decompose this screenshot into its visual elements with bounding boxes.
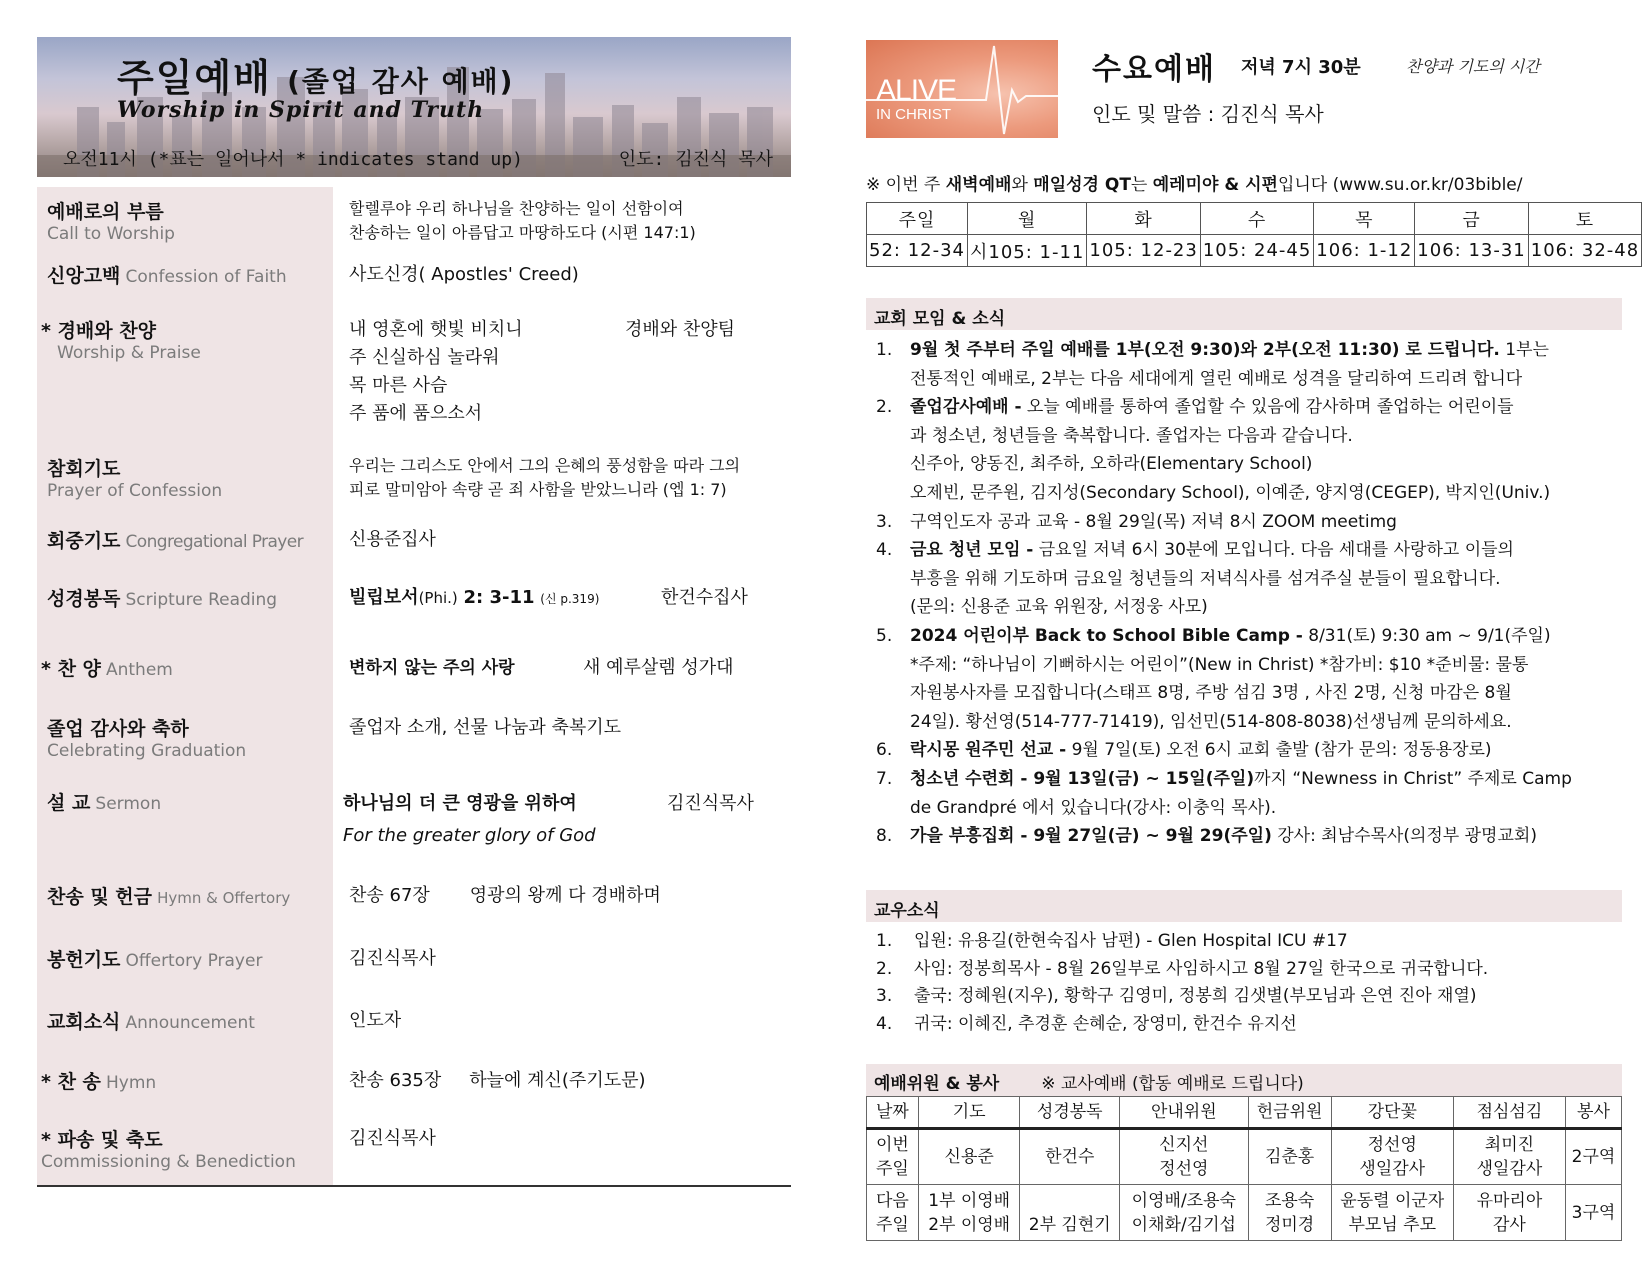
duty-cell-line: 신용준 [944,1147,994,1167]
qt-note-bold: 매일성경 QT [1033,175,1131,195]
news-text: 금요일 저녁 6시 30분에 모입니다. 다음 세대를 사랑하고 이들의 [1033,540,1514,561]
news-text: 강사: 최남수목사(의정부 광명교회) [1271,826,1537,847]
alive-in-christ-logo [866,40,1058,138]
order-row-prayer-of-confession [37,444,791,516]
qt-note-text: ※ 이번 주 [866,175,946,195]
order-label-en: Worship & Praise [57,343,201,363]
hymn-title: 하늘에 계신(주기도문) [469,1070,646,1091]
duty-column-header: 헌금위원 [1248,1097,1331,1129]
news-text: 오제빈, 문주원, 김지성(Secondary School), 이예준, 양지영(CEGEP), 박지인(Univ.) [910,482,1551,503]
qt-day: 토 [1528,203,1641,235]
order-text: 할렐루야 우리 하나님을 찬양하는 일이 선함이여 [349,199,684,218]
duty-cell [1331,1185,1453,1241]
duty-cell-line: 2부 김현기 [1028,1214,1111,1235]
order-label-en: Hymn & Offertory [157,889,291,907]
duty-cell-line: 3구역 [1571,1202,1616,1223]
qt-reading: 106: 1-12 [1314,235,1415,267]
member-news-section [866,890,1622,1038]
order-label-en: Announcement [125,1013,255,1033]
news-item [866,536,1622,622]
duty-roster-heading [866,1064,1622,1096]
duty-column-header: 강단꽃 [1331,1097,1453,1129]
qt-note-text: 와 [1011,175,1034,195]
scripture-book-en: (Phi.) [418,589,458,607]
order-text: 김진식목사 [349,1128,436,1149]
wednesday-tagline: 찬양과 기도의 시간 [1406,57,1540,76]
sermon-preacher: 김진식목사 [667,793,754,814]
news-headline: 락시몽 원주민 선교 - [910,740,1067,761]
duty-cell-line: 2부 이영배 [928,1214,1011,1235]
news-text: 9월 7일(토) 오전 6시 교회 출발 (참가 문의: 정동용장로) [1066,740,1492,761]
news-headline: 청소년 수련회 - 9월 13일(금) ~ 15일(주일) [910,768,1255,789]
duty-note: ※ 교사예배 (합동 예배로 드립니다) [1041,1074,1304,1094]
news-number: 7. [876,768,893,789]
news-text: *주제: “하나님이 기뻐하시는 어린이”(New in Christ) *참가비: $10 *준비물: 물통 [910,654,1529,675]
duty-column-header: 날짜 [867,1097,919,1129]
duty-cell-line [1022,1189,1117,1213]
order-row-worship-praise [37,308,791,444]
duty-row-next-week [867,1185,1622,1241]
stand-up-marker: * [41,1071,58,1093]
duty-cell-line: 정선영 [1367,1135,1417,1155]
news-text: 자원봉사자를 모집합니다(스태프 8명, 주방 섬김 3명 , 사진 2명, 신청 마감은 8월 [910,683,1512,704]
duty-cell-line: 다음 [875,1190,909,1211]
order-text: 피로 말미암아 속량 곧 죄 사함을 받았느니라 (엡 1: 7) [349,480,727,499]
qt-reading: 시105: 1-11 [968,235,1087,267]
order-row-anthem [37,646,791,708]
news-number: 8. [876,826,893,847]
anthem-choir: 새 예루살렘 성가대 [583,657,734,678]
duty-cell-line: 생일감사 [1476,1159,1543,1179]
stand-up-marker: * [41,1129,58,1151]
duty-cell [1565,1129,1621,1185]
duty-cell [1020,1129,1120,1185]
news-number: 4. [876,540,893,561]
order-row-confession-of-faith [37,253,791,308]
order-label-en: Anthem [105,660,173,680]
news-text: 24일). 황선영(514-777-71419), 임선민(514-808-8038)선생님께 문의하세요. [910,711,1512,732]
hymn-number: 찬송 67장 [349,885,430,906]
order-label-en: Congregational Prayer [125,532,304,552]
order-of-worship [37,187,791,1187]
news-headline: 졸업감사예배 - [910,397,1022,418]
wednesday-time: 저녁 7시 30분 [1241,57,1361,78]
qt-note-bold: 새벽예배 [945,175,1012,195]
news-text: (문의: 신용준 교육 위원장, 서정웅 사모) [910,597,1208,618]
hymn-number: 찬송 635장 [349,1070,442,1091]
order-label-ko: 찬송 및 헌금 [47,886,152,908]
qt-note-text: 입니다 (www.su.or.kr/03bible/ [1277,175,1523,195]
member-news-text: 귀국: 이혜진, 추경훈 손혜순, 장영미, 한건수 유지선 [914,1013,1297,1034]
member-news-number: 1. [876,931,893,951]
hymn-title: 영광의 왕께 다 경배하며 [469,885,661,906]
duty-cell-line: 유마리아 [1476,1190,1543,1211]
news-item [866,508,1622,537]
duty-cell [1248,1129,1331,1185]
member-news-item [866,956,1622,984]
qt-day: 화 [1087,203,1200,235]
praise-team: 경배와 찬양팀 [625,319,736,340]
church-news-section [866,298,1622,851]
order-label-ko: 파송 및 축도 [57,1129,163,1151]
order-text: 김진식목사 [349,948,436,969]
duty-roster-table [866,1096,1622,1241]
order-row-hymn-offertory [37,874,791,937]
duty-column-header: 봉사 [1565,1097,1621,1129]
news-item [866,765,1622,822]
duty-cell-line: 정미경 [1264,1214,1315,1235]
news-number: 5. [876,625,893,646]
order-label-en: Call to Worship [47,224,175,244]
qt-reading: 106: 13-31 [1415,235,1528,267]
duty-cell-line: 2구역 [1571,1147,1616,1167]
duty-cell [867,1185,919,1241]
duty-cell [1120,1129,1249,1185]
news-headline: 가을 부흥집회 - 9월 27일(금) ~ 9월 29(주일) [910,826,1272,847]
order-row-benediction [37,1121,791,1185]
news-text: de Grandpré 에서 있습니다(강사: 이충익 목사). [910,797,1277,818]
qt-reading: 52: 12-34 [867,235,968,267]
duty-header-row [867,1097,1622,1129]
duty-cell-line: 주일 [875,1214,909,1235]
news-number: 1. [876,340,893,360]
qt-reading-table [866,202,1642,267]
order-row-sermon [37,782,791,874]
sunday-time-note: 오전11시 (*표는 일어나서 * indicates stand up) [63,149,523,170]
scripture-page: (신 p.319) [540,592,600,606]
order-text: 우리는 그리스도 안에서 그의 은혜의 풍성함을 따라 그의 [349,456,741,475]
sermon-title-en: For the greater glory of God [343,825,596,846]
order-row-offertory-prayer [37,937,791,999]
duty-cell-line: 정선영 [1159,1159,1209,1179]
news-item [866,393,1622,507]
news-text: 오늘 예배를 통하여 졸업할 수 있음에 감사하며 졸업하는 어린이들 [1021,397,1514,418]
order-label-en: Hymn [105,1073,157,1093]
order-label-ko: 교회소식 [47,1011,121,1033]
news-number: 3. [876,511,893,532]
order-label-ko: 예배로의 부름 [47,201,164,223]
duty-cell-line: 조용숙 [1264,1190,1315,1211]
news-item [866,336,1622,393]
order-label-en: Scripture Reading [125,590,278,610]
news-headline: 9월 첫 주부터 주일 예배를 1부(오전 9:30)와 2부(오전 11:30) 로 드립니다. [910,340,1500,360]
duty-cell [1565,1185,1621,1241]
duty-cell-line: 윤동렬 이군자 [1340,1190,1445,1211]
order-text: 졸업자 소개, 선물 나눔과 축복기도 [349,717,622,738]
qt-day: 목 [1314,203,1415,235]
order-label-ko: 성경봉독 [47,588,121,610]
anthem-title: 변하지 않는 주의 사랑 [349,658,515,678]
qt-day: 금 [1415,203,1528,235]
duty-cell-line: 부모님 추모 [1348,1214,1436,1235]
news-item [866,622,1622,736]
member-news-number: 2. [876,958,893,979]
church-news-list [866,336,1622,851]
duty-cell [1331,1129,1453,1185]
qt-day: 주일 [867,203,968,235]
duty-cell-line: 신지선 [1159,1135,1209,1155]
stand-up-marker: * [41,320,58,342]
order-label-ko: 찬 송 [57,1071,101,1093]
news-number: 2. [876,397,893,418]
qt-note-text: 는 [1130,175,1153,195]
duty-cell [1248,1185,1331,1241]
order-label-en: Confession of Faith [125,267,287,287]
duty-cell [1120,1185,1249,1241]
member-news-item [866,928,1622,956]
duty-column-header: 점심섬김 [1453,1097,1565,1129]
order-label-en: Commissioning & Benediction [41,1152,296,1172]
news-headline: 2024 어린이부 Back to School Bible Camp - [910,625,1303,646]
order-row-call-to-worship [37,187,791,253]
order-row-hymn [37,1061,791,1121]
sunday-leader: 인도: 김진식 목사 [618,149,773,170]
song-title: 목 마른 사슴 [349,375,448,396]
wednesday-title: 수요예배 [1092,52,1216,87]
duty-cell-line: 최미진 [1484,1135,1535,1155]
news-text: 전통적인 예배로, 2부는 다음 세대에게 열린 예배로 성격을 달리하여 드리려 합니다 [910,368,1523,389]
news-text: 부흥을 위해 기도하며 금요일 청년들의 저녁식사를 섬겨주실 분들이 필요합니다. [910,568,1501,589]
logo-text-alive: ALIVE [876,74,957,107]
order-text: 신용준집사 [349,529,436,550]
duty-cell [867,1129,919,1185]
church-news-heading: 교회 모임 & 소식 [866,298,1622,330]
scripture-reader: 한건수집사 [661,587,748,608]
duty-column-header: 기도 [918,1097,1020,1129]
qt-reading: 105: 12-23 [1087,235,1200,267]
order-label-ko: 졸업 감사와 축하 [47,718,189,740]
member-news-list [866,928,1622,1038]
member-news-item [866,983,1622,1011]
duty-row-this-week [867,1129,1622,1185]
order-label-en: Sermon [95,794,162,814]
order-label-en: Celebrating Graduation [47,741,247,761]
sunday-title: 주일예배 (졸업 감사 예배) [117,56,515,100]
qt-days-row [867,203,1642,235]
duty-cell-line: 이영배/조용숙 [1131,1190,1236,1211]
song-title: 주 신실하심 놀라워 [349,347,500,368]
qt-day: 수 [1200,203,1313,235]
member-news-text: 사임: 정봉희목사 - 8월 26일부로 사임하시고 8월 27일 한국으로 귀국합니다. [914,958,1489,979]
duty-roster-section [866,1064,1622,1241]
news-item [866,736,1622,765]
order-label-ko: 신앙고백 [47,265,121,287]
order-row-announcement [37,999,791,1061]
order-label-ko: 참회기도 [47,458,121,480]
sermon-title: 하나님의 더 큰 영광을 위하여 [343,793,577,814]
member-news-text: 출국: 정혜원(지우), 황학구 김영미, 정봉희 김샛별(부모님과 은연 진아 재열) [914,986,1477,1006]
duty-cell-line: 감사 [1493,1214,1526,1235]
order-text: 찬송하는 일이 아름답고 마땅하도다 (시편 147:1) [349,223,696,242]
order-label-ko: 경배와 찬양 [57,320,156,342]
order-text: 인도자 [349,1010,402,1031]
duty-cell [1453,1129,1565,1185]
order-label-ko: 설 교 [47,792,91,814]
stand-up-marker: * [41,658,58,680]
sunday-script-motto: Worship in Spirit and Truth [117,97,485,123]
news-text: 신주아, 양동진, 최주하, 오하라(Elementary School) [910,454,1313,475]
news-text: 1부는 [1499,340,1549,360]
duty-title: 예배위원 & 봉사 [874,1074,1000,1094]
order-label-ko: 회중기도 [47,530,121,552]
news-text: 구역인도자 공과 교육 - 8월 29일(목) 저녁 8시 ZOOM meetimg [910,511,1397,532]
sunday-banner [37,37,791,177]
song-title: 주 품에 품으소서 [349,403,483,424]
order-row-congregational-prayer [37,516,791,576]
order-label-en: Offertory Prayer [125,951,263,971]
news-text: 까지 “Newness in Christ” 주제로 Camp [1254,768,1572,789]
sunday-title-sub: (졸업 감사 예배) [287,65,515,98]
news-headline: 금요 청년 모임 - [910,540,1034,561]
member-news-heading: 교우소식 [866,890,1622,922]
member-news-number: 3. [876,986,893,1006]
order-row-scripture-reading [37,576,791,646]
qt-note [866,170,1523,195]
scripture-book: 빌립보서 [349,587,419,608]
song-title: 내 영혼에 햇빛 비치니 [349,319,523,340]
member-news-item [866,1011,1622,1039]
news-item [866,822,1622,851]
duty-cell-line: 이채화/김기섭 [1131,1214,1236,1235]
news-text: 과 청소년, 청년들을 축복합니다. 졸업자는 다음과 같습니다. [910,425,1353,446]
duty-cell [1453,1185,1565,1241]
order-label-ko: 찬 양 [57,658,101,680]
duty-column-header: 성경봉독 [1020,1097,1120,1129]
duty-cell-line: 주일 [875,1159,909,1179]
duty-cell-line: 1부 이영배 [928,1190,1011,1211]
order-label-en: Prayer of Confession [47,481,223,501]
news-number: 6. [876,740,893,761]
news-text: 8/31(토) 9:30 am ~ 9/1(주일) [1302,625,1551,646]
scripture-verse: 2: 3-11 [463,587,535,608]
duty-cell [918,1129,1020,1185]
duty-cell [1020,1185,1120,1241]
duty-cell [918,1185,1020,1241]
qt-reading: 105: 24-45 [1200,235,1313,267]
qt-note-bold: 예레미야 & 시편 [1152,175,1278,195]
duty-cell-line: 이번 [875,1135,909,1155]
wednesday-leader: 인도 및 말씀 : 김진식 목사 [1092,102,1324,126]
qt-reading: 106: 32-48 [1528,235,1641,267]
order-text: 사도신경( Apostles' Creed) [349,264,579,285]
sunday-worship-page [37,37,791,1187]
duty-column-header: 안내위원 [1120,1097,1249,1129]
duty-cell-line: 생일감사 [1359,1159,1426,1179]
member-news-number: 4. [876,1013,893,1034]
qt-readings-row [867,235,1642,267]
duty-cell-line: 김춘홍 [1264,1147,1315,1167]
order-label-ko: 봉헌기도 [47,949,121,971]
order-row-celebrating-graduation [37,708,791,782]
duty-cell-line: 한건수 [1045,1147,1095,1167]
logo-text-in-christ: IN CHRIST [876,106,951,123]
qt-day: 월 [968,203,1087,235]
member-news-text: 입원: 유용길(한현숙집사 남편) - Glen Hospital ICU #17 [914,931,1348,951]
